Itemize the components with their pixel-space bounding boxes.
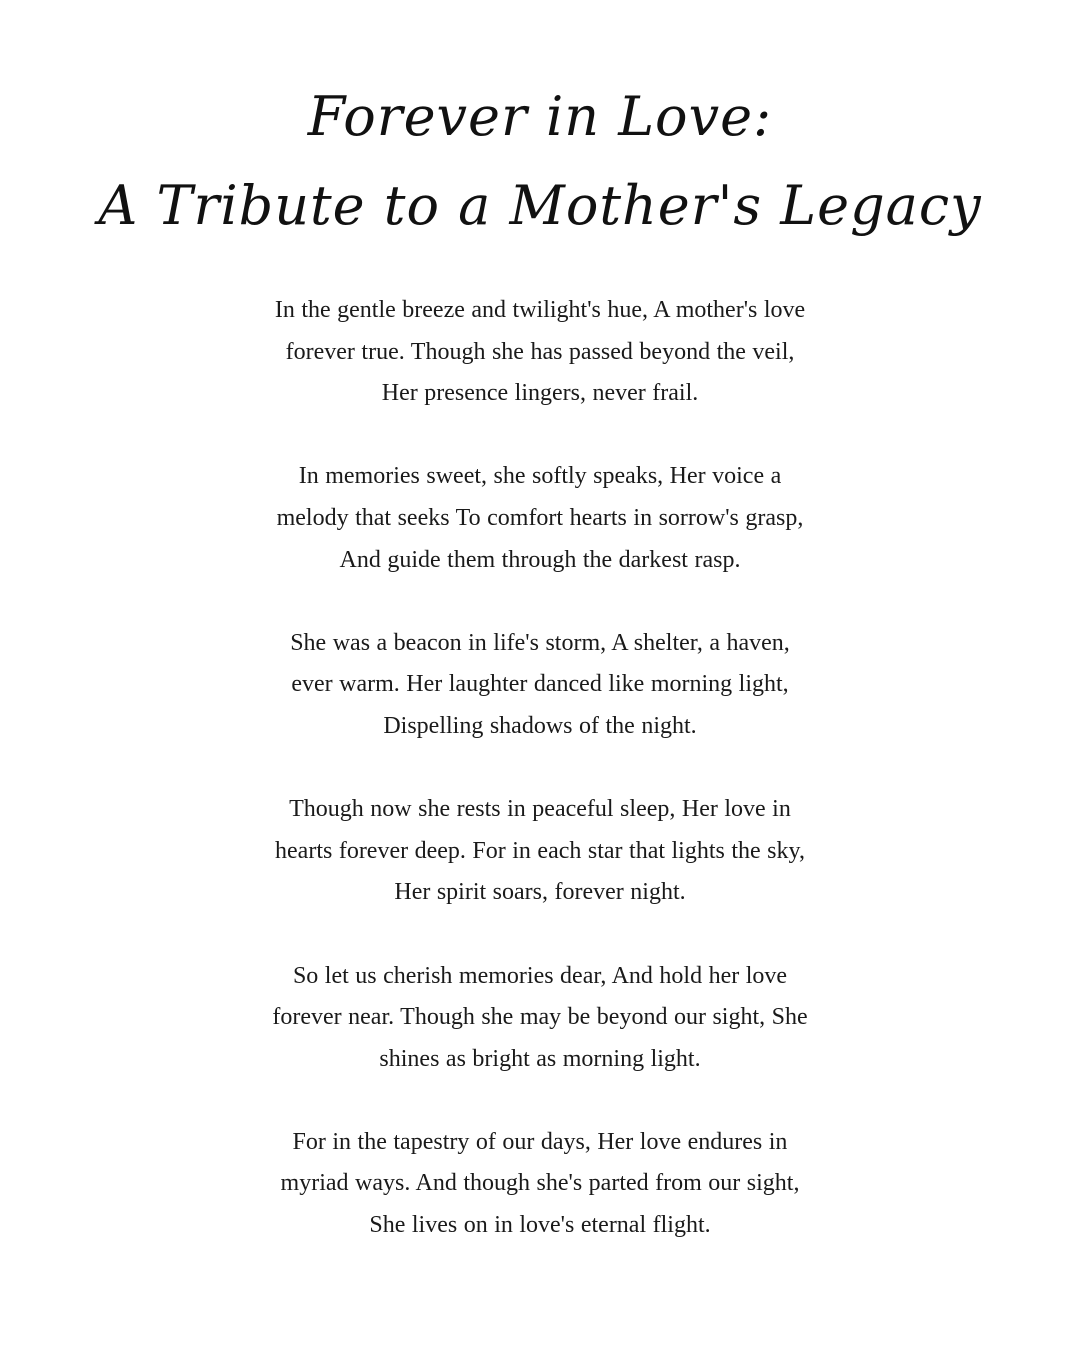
poem-stanza-3: She was a beacon in life's storm, A shelter, a haven, ever warm. Her laughter danced like morning light, Dispelling shadows of the night. — [290, 629, 790, 739]
poem-stanza-5: So let us cherish memories dear, And hold her love forever near. Though she may be beyond our sight, She shines as bright as morning light. — [272, 962, 808, 1072]
poem-stanza-4: Though now she rests in peaceful sleep, Her love in hearts forever deep. For in each star that lights the sky, Her spirit soars, forever night. — [275, 796, 805, 906]
poem-stanza-2: In memories sweet, she softly speaks, Her voice a melody that seeks To comfort hearts in sorrow's grasp, And guide them through the darkest rasp. — [276, 463, 804, 573]
poem-stanza-6: For in the tapestry of our days, Her love endures in myriad ways. And though she's parted from our sight, She lives on in love's eternal flight. — [280, 1128, 800, 1239]
poem-stanza-1: In the gentle breeze and twilight's hue, A mother's love forever true. Though she has passed beyond the veil, Her presence lingers, never frail. — [274, 297, 806, 407]
title-line-1: Forever in Love: — [307, 85, 773, 148]
title-line-2: A Tribute to a Mother's Legacy — [98, 174, 982, 237]
poem-body — [270, 290, 810, 1247]
page-title — [0, 78, 1080, 252]
